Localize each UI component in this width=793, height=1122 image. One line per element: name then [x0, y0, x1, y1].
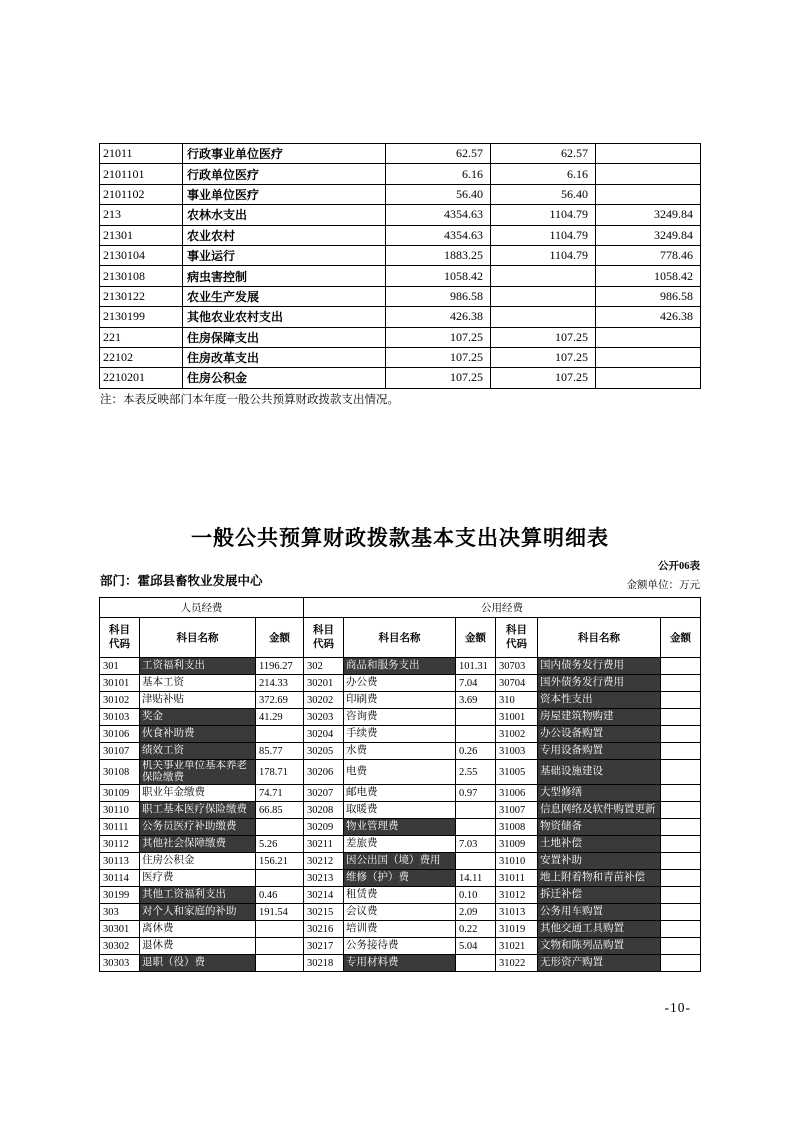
subject-name-cell: 水费 [344, 743, 456, 760]
subject-name-cell: 国内债务发行费用 [538, 658, 661, 675]
subject-name-cell: 奖金 [140, 709, 256, 726]
subject-name-cell: 其他农业农村支出 [183, 307, 386, 327]
amount-cell [491, 307, 596, 327]
subject-code-cell: 30204 [304, 726, 344, 743]
subject-name-cell: 住房保障支出 [183, 327, 386, 347]
table-row [100, 307, 701, 327]
subject-name-cell: 津贴补贴 [140, 692, 256, 709]
amount-cell: 778.46 [596, 245, 701, 265]
col-header-amount: 金额 [256, 618, 304, 658]
subject-code-cell: 301 [100, 658, 140, 675]
amount-cell [661, 760, 701, 785]
amount-cell [456, 726, 496, 743]
table-row [100, 955, 701, 972]
subject-name-cell: 因公出国（境）费用 [344, 853, 456, 870]
table-row [100, 938, 701, 955]
subject-code-cell: 2130122 [100, 286, 183, 306]
subject-code-cell: 31008 [496, 819, 538, 836]
subject-name-cell: 物业管理费 [344, 819, 456, 836]
subject-code-cell: 2210201 [100, 368, 183, 388]
amount-cell [596, 347, 701, 367]
subject-code-cell: 2101101 [100, 164, 183, 184]
col-header-subject-code: 科目代码 [496, 618, 538, 658]
subject-code-cell: 30101 [100, 675, 140, 692]
subject-name-cell: 退职（役）费 [140, 955, 256, 972]
subject-name-cell: 基本工资 [140, 675, 256, 692]
subject-code-cell: 31013 [496, 904, 538, 921]
amount-cell: 178.71 [256, 760, 304, 785]
amount-cell: 156.21 [256, 853, 304, 870]
subject-code-cell: 30218 [304, 955, 344, 972]
amount-cell: 3249.84 [596, 205, 701, 225]
amount-cell [661, 675, 701, 692]
subject-name-cell: 维修（护）费 [344, 870, 456, 887]
table-row [100, 921, 701, 938]
subject-name-cell: 拆迁补偿 [538, 887, 661, 904]
subject-code-cell: 30207 [304, 785, 344, 802]
subject-name-cell: 资本性支出 [538, 692, 661, 709]
amount-cell: 14.11 [456, 870, 496, 887]
table-row [100, 327, 701, 347]
amount-cell: 56.40 [386, 184, 491, 204]
subject-name-cell: 培训费 [344, 921, 456, 938]
subject-code-cell: 30208 [304, 802, 344, 819]
column-header-row [100, 618, 701, 658]
subject-name-cell: 住房公积金 [140, 853, 256, 870]
subject-code-cell: 31012 [496, 887, 538, 904]
subject-name-cell: 事业单位医疗 [183, 184, 386, 204]
subject-name-cell: 印刷费 [344, 692, 456, 709]
table-row [100, 675, 701, 692]
amount-cell: 986.58 [596, 286, 701, 306]
amount-cell [456, 709, 496, 726]
amount-cell: 107.25 [491, 327, 596, 347]
amount-cell [256, 938, 304, 955]
amount-cell [596, 327, 701, 347]
table-row [100, 658, 701, 675]
public-table-tag: 公开06表 [658, 561, 700, 572]
subject-name-cell: 邮电费 [344, 785, 456, 802]
subject-code-cell: 2130199 [100, 307, 183, 327]
table-row [100, 245, 701, 265]
amount-cell: 107.25 [491, 347, 596, 367]
subject-name-cell: 办公设备购置 [538, 726, 661, 743]
subject-code-cell: 30302 [100, 938, 140, 955]
subject-code-cell: 31003 [496, 743, 538, 760]
subject-name-cell: 医疗费 [140, 870, 256, 887]
budget-expenditure-continuation-table [99, 143, 701, 389]
subject-code-cell: 303 [100, 904, 140, 921]
subject-code-cell: 31010 [496, 853, 538, 870]
table-row [100, 853, 701, 870]
table-row [100, 785, 701, 802]
subject-code-cell: 30203 [304, 709, 344, 726]
subject-code-cell: 21301 [100, 225, 183, 245]
amount-cell: 7.03 [456, 836, 496, 853]
group-header-row [100, 598, 701, 618]
amount-cell [661, 938, 701, 955]
subject-code-cell: 30111 [100, 819, 140, 836]
subject-name-cell: 差旅费 [344, 836, 456, 853]
amount-cell: 0.26 [456, 743, 496, 760]
amount-cell: 66.85 [256, 802, 304, 819]
subject-code-cell: 31007 [496, 802, 538, 819]
subject-code-cell: 31002 [496, 726, 538, 743]
subject-name-cell: 信息网络及软件购置更新 [538, 802, 661, 819]
subject-code-cell: 30213 [304, 870, 344, 887]
table-row [100, 760, 701, 785]
col-header-subject-name: 科目名称 [344, 618, 456, 658]
table-row [100, 225, 701, 245]
amount-cell: 1196.27 [256, 658, 304, 675]
col-header-amount: 金额 [456, 618, 496, 658]
subject-code-cell: 30205 [304, 743, 344, 760]
subject-code-cell: 302 [304, 658, 344, 675]
subject-name-cell: 取暖费 [344, 802, 456, 819]
subject-code-cell: 30212 [304, 853, 344, 870]
table-row [100, 870, 701, 887]
subject-name-cell: 地上附着物和青苗补偿 [538, 870, 661, 887]
amount-cell [661, 785, 701, 802]
amount-cell: 6.16 [386, 164, 491, 184]
subject-name-cell: 电费 [344, 760, 456, 785]
amount-cell [661, 836, 701, 853]
subject-code-cell: 310 [496, 692, 538, 709]
subject-name-cell: 工资福利支出 [140, 658, 256, 675]
amount-cell [596, 144, 701, 164]
col-header-subject-name: 科目名称 [538, 618, 661, 658]
amount-cell [456, 802, 496, 819]
subject-code-cell: 30108 [100, 760, 140, 785]
subject-name-cell: 公务用车购置 [538, 904, 661, 921]
subject-code-cell: 30301 [100, 921, 140, 938]
subject-name-cell: 会议费 [344, 904, 456, 921]
amount-cell [256, 819, 304, 836]
subject-name-cell: 农业农村 [183, 225, 386, 245]
subject-code-cell: 31021 [496, 938, 538, 955]
subject-name-cell: 行政事业单位医疗 [183, 144, 386, 164]
subject-name-cell: 国外债务发行费用 [538, 675, 661, 692]
subject-code-cell: 31011 [496, 870, 538, 887]
amount-cell: 3.69 [456, 692, 496, 709]
subject-code-cell: 30202 [304, 692, 344, 709]
amount-cell [491, 266, 596, 286]
amount-cell [256, 870, 304, 887]
subject-name-cell: 退休费 [140, 938, 256, 955]
subject-name-cell: 基础设施建设 [538, 760, 661, 785]
col-header-subject-code: 科目代码 [304, 618, 344, 658]
table-row [100, 802, 701, 819]
amount-cell: 107.25 [386, 347, 491, 367]
detail-table-title: 一般公共预算财政拨款基本支出决算明细表 [191, 527, 609, 550]
amount-unit-label: 金额单位：万元 [626, 580, 700, 591]
amount-cell: 4354.63 [386, 225, 491, 245]
subject-code-cell: 30110 [100, 802, 140, 819]
subject-name-cell: 房屋建筑物购建 [538, 709, 661, 726]
subject-name-cell: 手续费 [344, 726, 456, 743]
subject-code-cell: 30106 [100, 726, 140, 743]
subject-name-cell: 对个人和家庭的补助 [140, 904, 256, 921]
amount-cell: 426.38 [596, 307, 701, 327]
amount-cell [256, 955, 304, 972]
subject-code-cell: 221 [100, 327, 183, 347]
subject-code-cell: 2130108 [100, 266, 183, 286]
table-row [100, 836, 701, 853]
amount-cell: 62.57 [491, 144, 596, 164]
subject-name-cell: 公务员医疗补助缴费 [140, 819, 256, 836]
table-row [100, 144, 701, 164]
amount-cell: 85.77 [256, 743, 304, 760]
table-row [100, 743, 701, 760]
table-row [100, 692, 701, 709]
subject-name-cell: 其他工资福利支出 [140, 887, 256, 904]
subject-name-cell: 行政单位医疗 [183, 164, 386, 184]
subject-code-cell: 30215 [304, 904, 344, 921]
table-row [100, 887, 701, 904]
subject-code-cell: 30303 [100, 955, 140, 972]
subject-name-cell: 其他交通工具购置 [538, 921, 661, 938]
subject-name-cell: 机关事业单位基本养老保险缴费 [140, 760, 256, 785]
subject-name-cell: 大型修缮 [538, 785, 661, 802]
amount-cell: 0.46 [256, 887, 304, 904]
amount-cell: 41.29 [256, 709, 304, 726]
subject-name-cell: 无形资产购置 [538, 955, 661, 972]
amount-cell [596, 164, 701, 184]
subject-code-cell: 31009 [496, 836, 538, 853]
amount-cell [596, 184, 701, 204]
subject-code-cell: 30107 [100, 743, 140, 760]
subject-code-cell: 30216 [304, 921, 344, 938]
subject-name-cell: 文物和陈列品购置 [538, 938, 661, 955]
amount-cell [661, 819, 701, 836]
subject-name-cell: 土地补偿 [538, 836, 661, 853]
subject-code-cell: 30217 [304, 938, 344, 955]
subject-code-cell: 30112 [100, 836, 140, 853]
amount-cell [456, 853, 496, 870]
subject-name-cell: 病虫害控制 [183, 266, 386, 286]
subject-code-cell: 22102 [100, 347, 183, 367]
amount-cell [661, 743, 701, 760]
department-label: 部门：霍邱县畜牧业发展中心 [100, 574, 263, 588]
subject-code-cell: 2101102 [100, 184, 183, 204]
basic-expenditure-detail-table [99, 597, 701, 972]
table-row [100, 205, 701, 225]
amount-cell: 2.55 [456, 760, 496, 785]
col-header-subject-name: 科目名称 [140, 618, 256, 658]
subject-code-cell: 30114 [100, 870, 140, 887]
amount-cell: 0.97 [456, 785, 496, 802]
page-number: -10- [664, 1000, 691, 1015]
table-note: 注：本表反映部门本年度一般公共预算财政拨款支出情况。 [100, 394, 399, 406]
amount-cell [456, 955, 496, 972]
amount-cell [661, 870, 701, 887]
subject-name-cell: 离休费 [140, 921, 256, 938]
subject-name-cell: 事业运行 [183, 245, 386, 265]
subject-name-cell: 伙食补助费 [140, 726, 256, 743]
amount-cell: 5.26 [256, 836, 304, 853]
table-row [100, 726, 701, 743]
subject-code-cell: 21011 [100, 144, 183, 164]
subject-code-cell: 2130104 [100, 245, 183, 265]
amount-cell [661, 802, 701, 819]
subject-name-cell: 专用材料费 [344, 955, 456, 972]
amount-cell: 4354.63 [386, 205, 491, 225]
amount-cell [256, 921, 304, 938]
amount-cell: 1058.42 [386, 266, 491, 286]
subject-name-cell: 咨询费 [344, 709, 456, 726]
table-row [100, 184, 701, 204]
subject-code-cell: 30113 [100, 853, 140, 870]
subject-code-cell: 30109 [100, 785, 140, 802]
subject-code-cell: 31001 [496, 709, 538, 726]
amount-cell: 101.31 [456, 658, 496, 675]
subject-code-cell: 31022 [496, 955, 538, 972]
amount-cell: 7.04 [456, 675, 496, 692]
amount-cell [596, 368, 701, 388]
table-row [100, 347, 701, 367]
amount-cell: 6.16 [491, 164, 596, 184]
subject-name-cell: 安置补助 [538, 853, 661, 870]
amount-cell: 62.57 [386, 144, 491, 164]
subject-code-cell: 30704 [496, 675, 538, 692]
subject-name-cell: 其他社会保障缴费 [140, 836, 256, 853]
subject-code-cell: 30703 [496, 658, 538, 675]
amount-cell: 191.54 [256, 904, 304, 921]
amount-cell [661, 658, 701, 675]
amount-cell [456, 819, 496, 836]
subject-name-cell: 公务接待费 [344, 938, 456, 955]
amount-cell: 5.04 [456, 938, 496, 955]
subject-code-cell: 213 [100, 205, 183, 225]
col-header-subject-code: 科目代码 [100, 618, 140, 658]
amount-cell: 3249.84 [596, 225, 701, 245]
subject-code-cell: 31019 [496, 921, 538, 938]
subject-name-cell: 农林水支出 [183, 205, 386, 225]
table-row [100, 266, 701, 286]
subject-name-cell: 职工基本医疗保险缴费 [140, 802, 256, 819]
amount-cell [661, 955, 701, 972]
table-row [100, 709, 701, 726]
subject-name-cell: 办公费 [344, 675, 456, 692]
amount-cell [661, 887, 701, 904]
subject-name-cell: 专用设备购置 [538, 743, 661, 760]
subject-name-cell: 职业年金缴费 [140, 785, 256, 802]
subject-name-cell: 住房公积金 [183, 368, 386, 388]
subject-name-cell: 绩效工资 [140, 743, 256, 760]
amount-cell: 214.33 [256, 675, 304, 692]
subject-name-cell: 租赁费 [344, 887, 456, 904]
table-row [100, 286, 701, 306]
subject-name-cell: 商品和服务支出 [344, 658, 456, 675]
subject-name-cell: 农业生产发展 [183, 286, 386, 306]
subject-code-cell: 30103 [100, 709, 140, 726]
subject-code-cell: 30102 [100, 692, 140, 709]
subject-code-cell: 31006 [496, 785, 538, 802]
amount-cell: 426.38 [386, 307, 491, 327]
amount-cell: 986.58 [386, 286, 491, 306]
amount-cell: 74.71 [256, 785, 304, 802]
table-row [100, 819, 701, 836]
amount-cell: 0.10 [456, 887, 496, 904]
table-row [100, 164, 701, 184]
amount-cell: 107.25 [386, 327, 491, 347]
subject-code-cell: 30211 [304, 836, 344, 853]
amount-cell: 56.40 [491, 184, 596, 204]
public-funds-header: 公用经费 [304, 598, 701, 618]
subject-code-cell: 30209 [304, 819, 344, 836]
col-header-amount: 金额 [661, 618, 701, 658]
subject-code-cell: 30199 [100, 887, 140, 904]
subject-code-cell: 30201 [304, 675, 344, 692]
amount-cell [661, 726, 701, 743]
amount-cell: 1058.42 [596, 266, 701, 286]
amount-cell: 1883.25 [386, 245, 491, 265]
table-row [100, 904, 701, 921]
personnel-funds-header: 人员经费 [100, 598, 304, 618]
amount-cell [661, 692, 701, 709]
subject-code-cell: 31005 [496, 760, 538, 785]
amount-cell [661, 921, 701, 938]
amount-cell: 1104.79 [491, 225, 596, 245]
amount-cell: 1104.79 [491, 205, 596, 225]
amount-cell [256, 726, 304, 743]
amount-cell: 107.25 [491, 368, 596, 388]
amount-cell: 372.69 [256, 692, 304, 709]
amount-cell [661, 904, 701, 921]
subject-code-cell: 30214 [304, 887, 344, 904]
amount-cell [491, 286, 596, 306]
subject-code-cell: 30206 [304, 760, 344, 785]
amount-cell: 0.22 [456, 921, 496, 938]
amount-cell: 2.09 [456, 904, 496, 921]
amount-cell [661, 853, 701, 870]
subject-name-cell: 住房改革支出 [183, 347, 386, 367]
amount-cell: 107.25 [386, 368, 491, 388]
table-row [100, 368, 701, 388]
subject-name-cell: 物资储备 [538, 819, 661, 836]
amount-cell [661, 709, 701, 726]
amount-cell: 1104.79 [491, 245, 596, 265]
